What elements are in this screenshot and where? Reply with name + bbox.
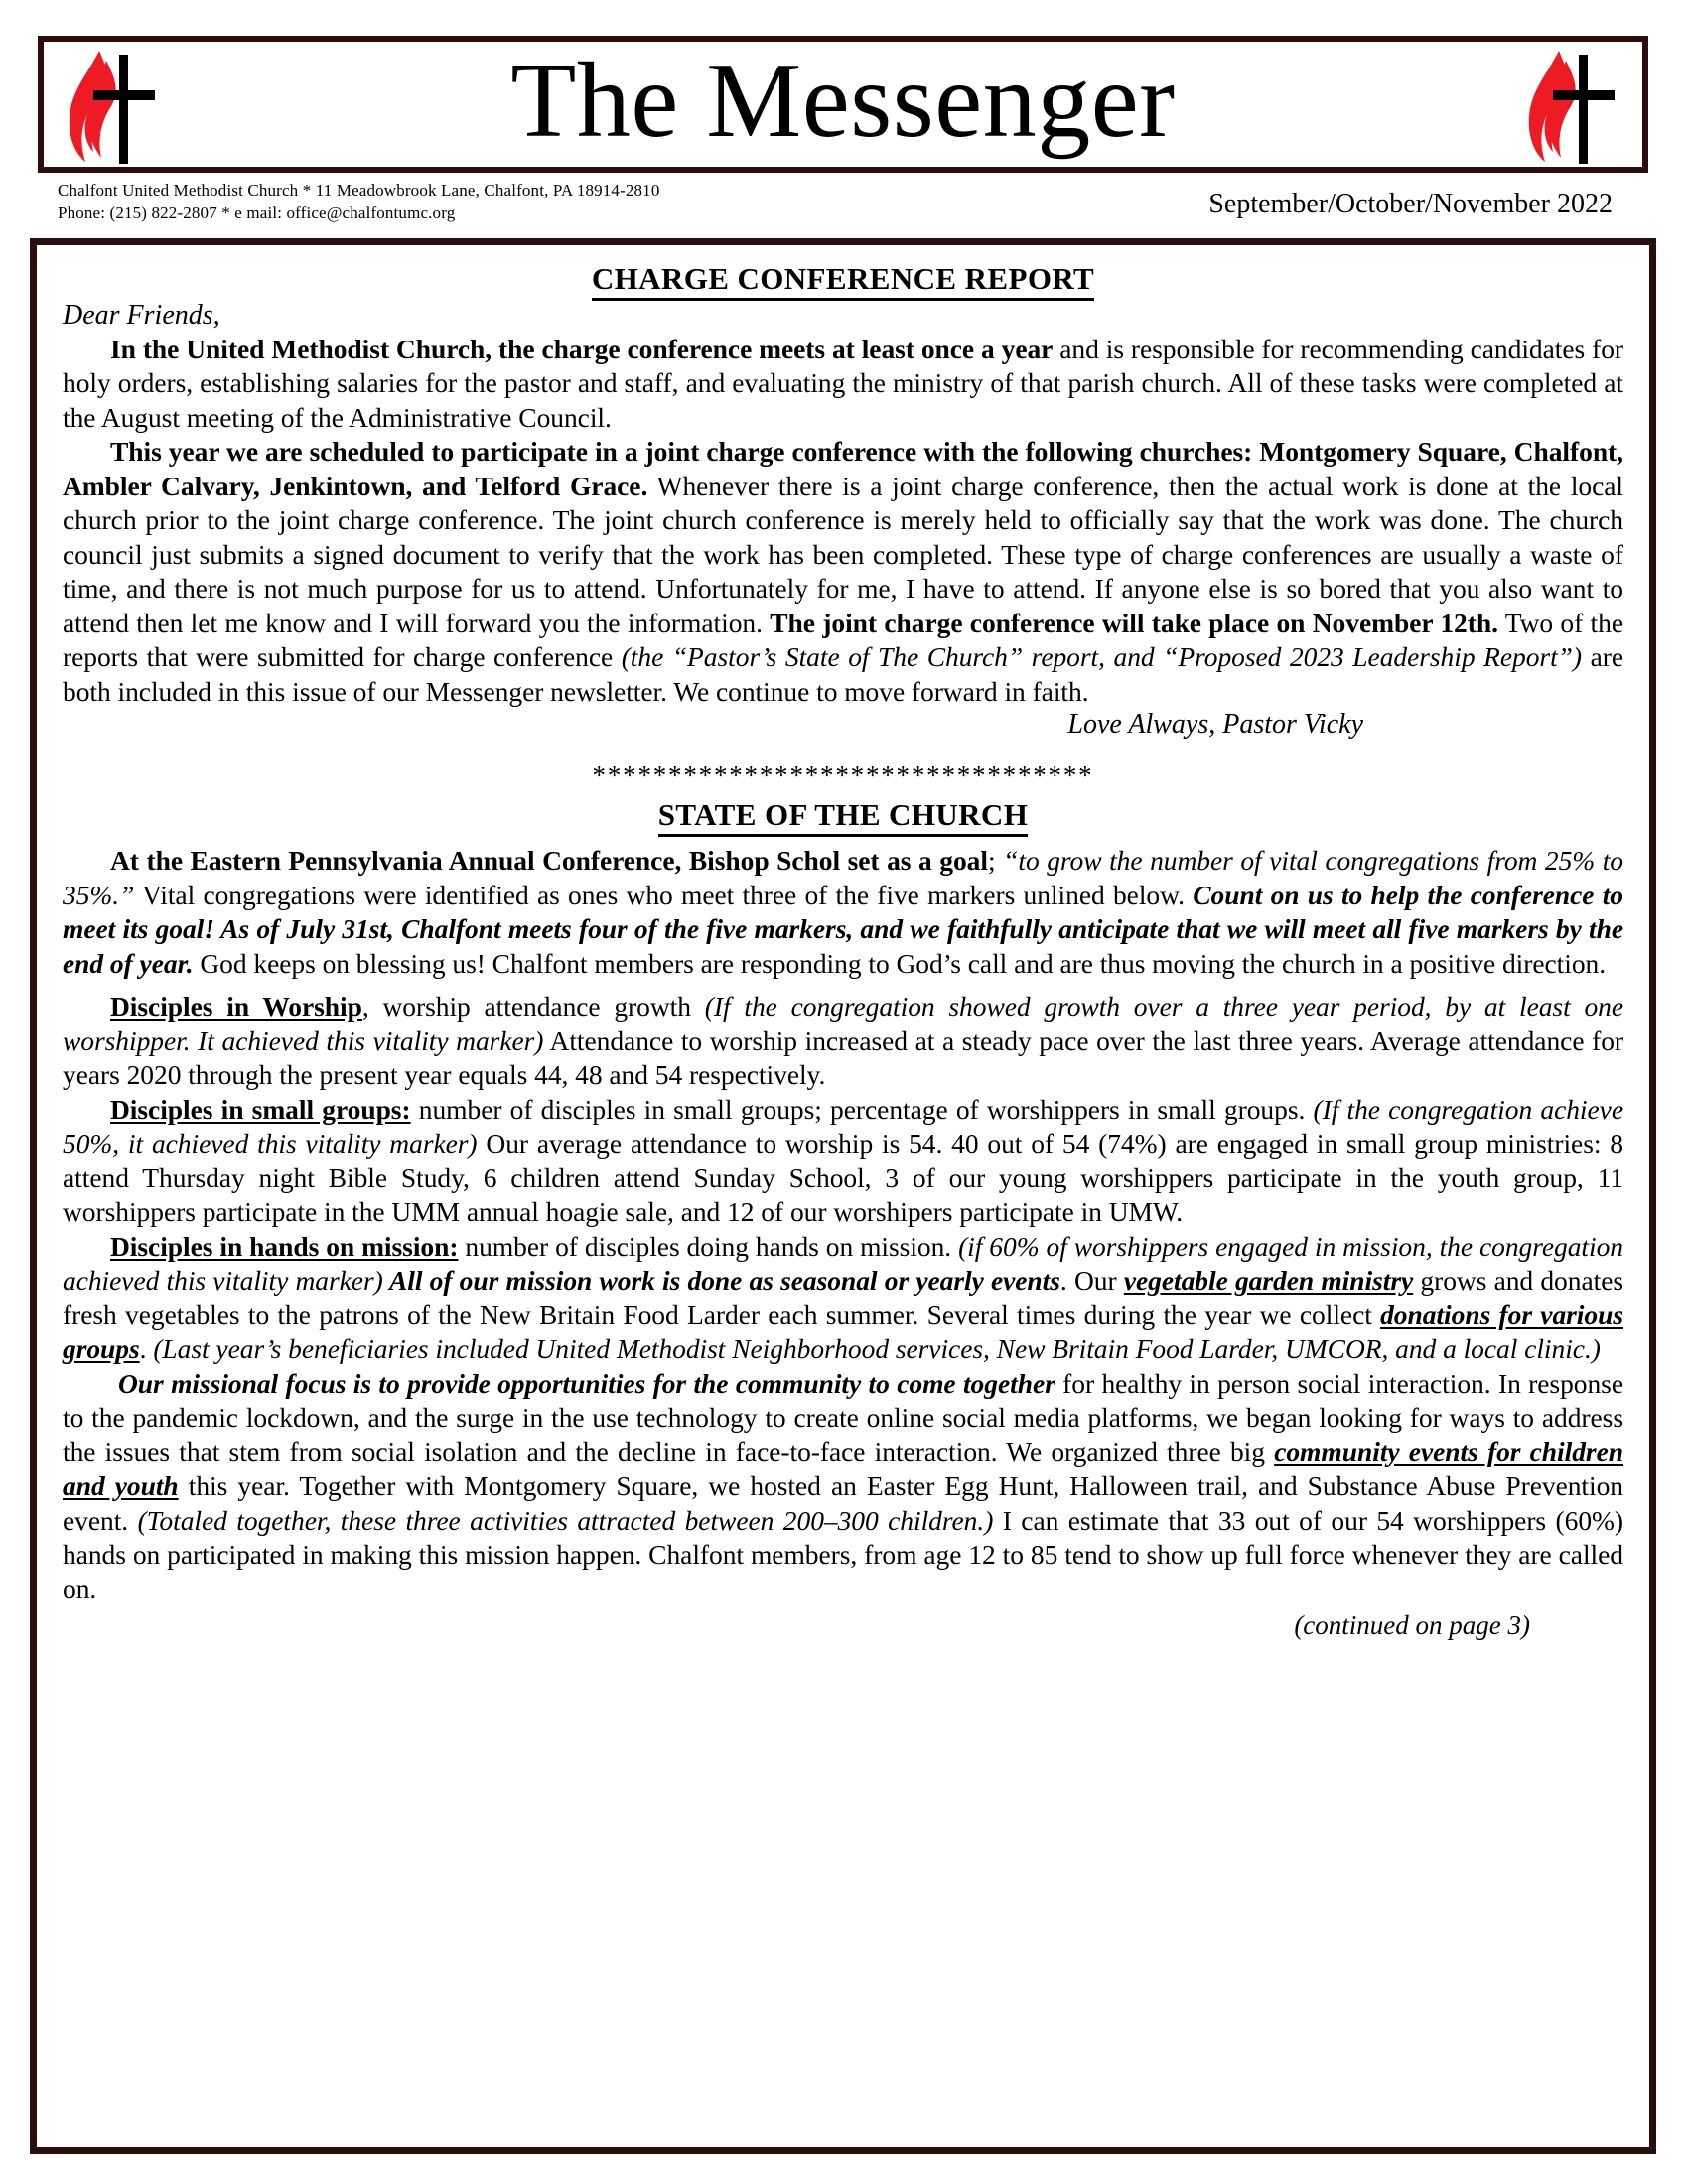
marker-label-disciples-in-small-groups: Disciples in small groups: xyxy=(110,1093,411,1125)
marker3-italic2: (Last year’s beneficiaries included United Methodist Neighborhood services, New Britain Food Larder, UMCOR, and a local clinic.) xyxy=(153,1333,1601,1365)
state-of-the-church-heading-text: STATE OF THE CHURCH xyxy=(658,797,1029,837)
p2-end: are both included in this issue of our Messenger newsletter. We continue to move forward in faith. xyxy=(63,641,1623,707)
soc-p1-bold: At the Eastern Pennsylvania Annual Conference, Bishop Schol set as a goal xyxy=(110,845,988,877)
marker1-italic: (If the congregation showed growth over a three year period, by at least one worshipper. It achieved this vitality marker) xyxy=(63,991,1623,1056)
marker3-bolditalic: All of our mission work is done as seasonal or yearly events xyxy=(382,1265,1060,1297)
church-phone-email-line: Phone: (215) 822-2807 * e mail: office@chalfontumc.org xyxy=(58,204,456,223)
charge-conference-report-heading xyxy=(63,261,1623,297)
marker2-b: Our average attendance to worship is 54. 40 out of 54 (74%) are engaged in small group ministries: 8 attend Thursday night Bible Study, 6 children attend Sunday School, 3 of our young worshippers participate in the youth group, 11 worshippers participate in the UMM annual hoagie sale, and 12 of our worshipers participate in UMW. xyxy=(63,1128,1624,1228)
church-contact-info xyxy=(58,177,659,225)
mission-c: I can estimate that 33 out of our 54 worshippers (60%) hands on participated in making this mission happen. Chalfont members, from age 12 to 85 tend to show up full force whenever they are called on. xyxy=(63,1504,1623,1604)
paragraph-disciples-in-hands-on-mission xyxy=(63,1230,1623,1367)
mission-a: for healthy in person social interaction. In response to the pandemic lockdown, and the surge in the use technology to create online social media platforms, we began looking for ways to address the issues that stem from social isolation and the decline in face-to-face interaction. We organized three big xyxy=(63,1367,1623,1467)
charge-conference-report-heading-text: CHARGE CONFERENCE REPORT xyxy=(592,261,1094,301)
marker3-italic: (if 60% of worshippers engaged in mission, the congregation achieved this vitality marker) xyxy=(63,1230,1623,1297)
salutation: Dear Friends, xyxy=(63,300,220,331)
mission-bolditalic-lead: Our missional focus is to provide opportunities for the community to come together xyxy=(118,1367,1055,1399)
newsletter-title: The Messenger xyxy=(510,42,1176,160)
paragraph-annual-conference-goal xyxy=(63,844,1623,981)
issue-date: September/October/November 2022 xyxy=(1208,189,1613,219)
p2-bold-lead: This year we are scheduled to participate in a joint charge conference with the following churches: Montgomery Square, Chalfont, Ambler Calvary, Jenkintown, and Telford Grace. xyxy=(63,436,1623,501)
marker3-d: . xyxy=(139,1333,154,1365)
mission-italic: (Totaled together, these three activities attracted between 200–300 children.) xyxy=(137,1504,994,1536)
p1-rest: and is responsible for recommending candidates for holy orders, establishing salaries for the pastor and staff, and evaluating the ministry of that parish church. All of these tasks were completed at the August meeting of the Administrative Council. xyxy=(63,333,1623,433)
asterisk-divider: ********************************* xyxy=(592,760,1094,791)
spacer xyxy=(63,981,1623,990)
umc-cross-and-flame-logo xyxy=(1517,45,1628,164)
paragraph-joint-charge-conference xyxy=(63,435,1623,709)
state-of-the-church-heading xyxy=(63,797,1623,833)
soc-p1-mid: Vital congregations were identified as ones who meet three of the five markers unlined below. xyxy=(134,879,1194,910)
newsletter-body xyxy=(30,238,1656,2154)
paragraph-disciples-in-small-groups xyxy=(63,1093,1623,1230)
paragraph-missional-focus xyxy=(63,1367,1623,1607)
marker3-b: . Our xyxy=(1059,1265,1124,1297)
marker2-a: number of disciples in small groups; percentage of worshippers in small groups. xyxy=(410,1093,1314,1125)
p1-bold-lead: In the United Methodist Church, the charge conference meets at least once a year xyxy=(110,333,1054,364)
church-address-line: Chalfont United Methodist Church * 11 Meadowbrook Lane, Chalfont, PA 18914-2810 xyxy=(58,181,660,200)
mission-b: this year. Together with Montgomery Square, we hosted an Easter Egg Hunt, Halloween trail, and Substance Abuse Prevention event. xyxy=(63,1470,1624,1536)
contact-strip xyxy=(58,177,1634,228)
soc-p1-bolditalic: Count on us to help the conference to meet its goal! As of July 31st, Chalfont meets four of the five markers, and we faithfully anticipate that we will meet all five markers by the end of year. xyxy=(63,879,1623,979)
marker1-b: Attendance to worship increased at a steady pace over the last three years. Average attendance for years 2020 through the present year equals 44, 48 and 54 respectively. xyxy=(63,1024,1624,1091)
link-vegetable-garden-ministry: vegetable garden ministry xyxy=(1123,1265,1414,1297)
link-donations-for-various-groups: donations for various groups xyxy=(63,1298,1623,1365)
continued-on-page-note: (continued on page 3) xyxy=(1294,1610,1530,1641)
paragraph-disciples-in-worship xyxy=(63,990,1623,1093)
marker2-italic: (If the congregation achieve 50%, it achieved this vitality marker) xyxy=(63,1093,1623,1160)
paragraph-charge-conference-intro xyxy=(63,333,1623,436)
soc-p1-quote: “to grow the number of vital congregations from 25% to 35%.” xyxy=(63,845,1623,910)
signoff-row xyxy=(63,709,1623,741)
marker1-a: , worship attendance growth xyxy=(361,991,705,1023)
marker-label-disciples-in-worship: Disciples in Worship xyxy=(110,991,362,1023)
soc-p1-semi: ; xyxy=(987,845,1004,877)
pastor-signoff: Love Always, Pastor Vicky xyxy=(1067,709,1363,741)
p2-italic-reports: (the “Pastor’s State of The Church” report, and “Proposed 2023 Leadership Report”) xyxy=(621,641,1583,673)
marker3-a: number of disciples doing hands on mission. xyxy=(458,1230,959,1262)
marker-label-disciples-in-hands-on-mission: Disciples in hands on mission: xyxy=(110,1230,459,1262)
p2-bold-date: The joint charge conference will take place on November 12th. xyxy=(770,607,1498,638)
p2-mid: Whenever there is a joint charge conference, then the actual work is done at the local church prior to the joint charge conference. The joint church conference is merely held to officially say that the work was done. The church council just submits a signed document to verify that the work has been completed. These type of charge conferences are usually a waste of time, and there is not much purpose for us to attend. Unfortunately for me, I have to attend. If anyone else is so bored that you also want to attend then let me know and I will forward you the information. xyxy=(63,470,1624,638)
p2-mid2: Two of the reports that were submitted for charge conference xyxy=(63,607,1623,673)
masthead-banner xyxy=(38,36,1648,173)
link-community-events-for-children-and-youth: community events for children and youth xyxy=(63,1435,1623,1502)
umc-cross-and-flame-logo xyxy=(58,45,169,164)
soc-p1-end: God keeps on blessing us! Chalfont members are responding to God’s call and are thus moving the church in a positive direction. xyxy=(193,947,1607,979)
marker3-c: grows and donates fresh vegetables to the patrons of the New Britain Food Larder each summer. Several times during the year we collect xyxy=(63,1265,1624,1330)
